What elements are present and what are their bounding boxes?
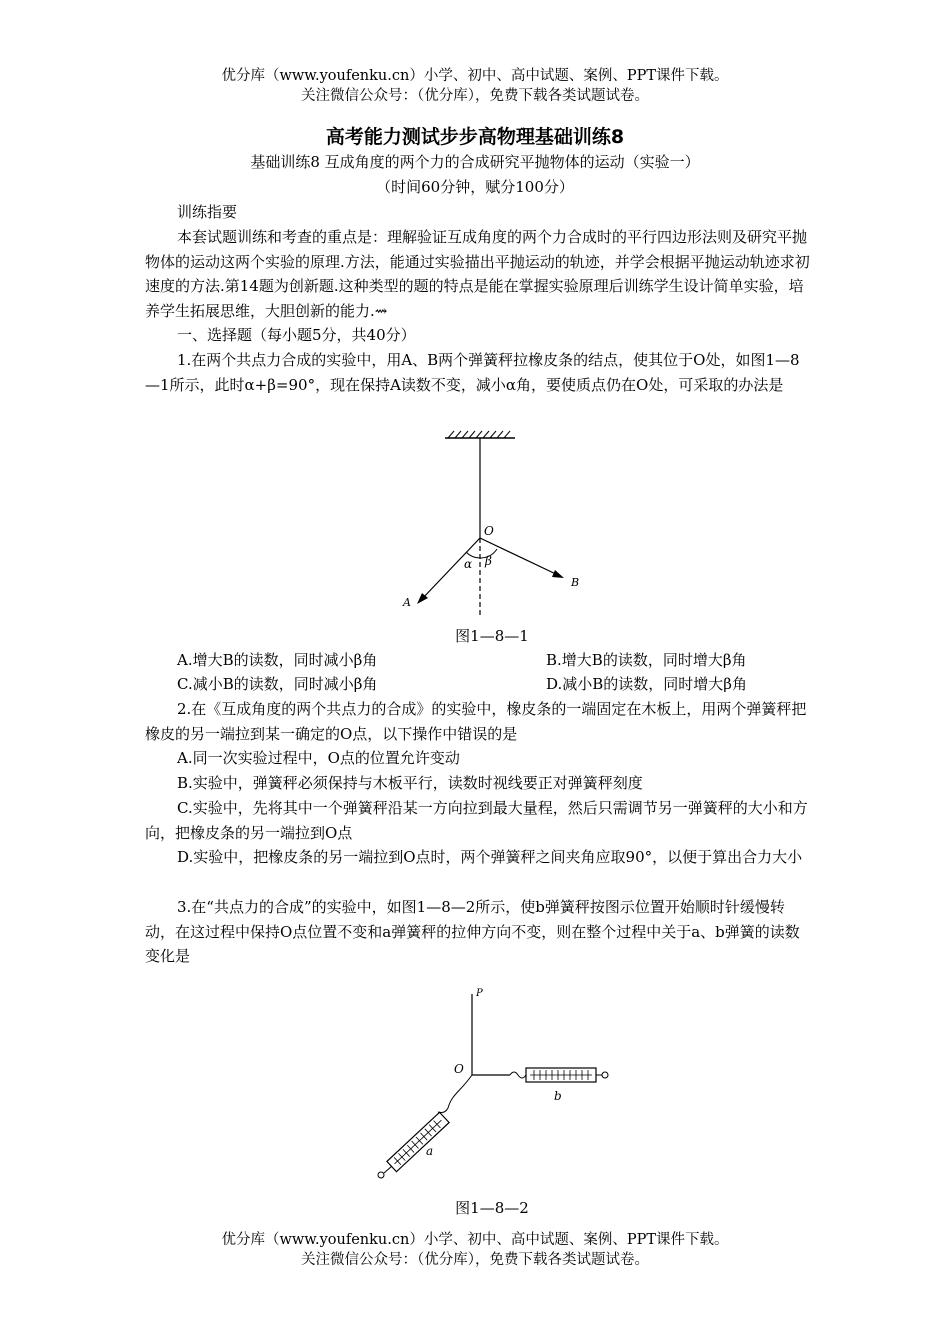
- figure-2-caption: 图1—8—2: [455, 1199, 529, 1217]
- question-3-text: 3.在“共点力的合成”的实验中，如图1—8—2所示，使b弹簧秤按图示位置开始顺时针缓慢转动，在这过程中保持O点位置不变和a弹簧秤的拉伸方向不变，则在整个过程中关于a、b弹簧的读数变化是: [145, 898, 800, 965]
- header-line-1: 优分库（www.youfenku.cn）小学、初中、高中试题、案例、PPT课件下载。: [221, 68, 729, 84]
- guide-heading: 训练指要: [177, 203, 238, 221]
- q2-option-c: C.实验中，先将其中一个弹簧秤沿某一方向拉到最大量程，然后只需调节另一弹簧秤的大小和方向，把橡皮条的另一端拉到O点: [145, 799, 808, 842]
- figure-1-label-o: O: [484, 524, 494, 538]
- section-heading: 一、选择题（每小题5分，共40分）: [177, 326, 416, 344]
- subtitle: 基础训练8 互成角度的两个力的合成研究平抛物体的运动（实验一）: [250, 153, 700, 171]
- figure-1-8-2: [360, 982, 620, 1182]
- q1-option-a: A.增大B的读数，同时减小β角: [177, 651, 378, 669]
- guide-text-block: [145, 225, 810, 323]
- footer-line-2: 关注微信公众号：（优分库），免费下载各类试题试卷。: [301, 1252, 649, 1268]
- question-2-text: 2.在《互成角度的两个共点力的合成》的实验中，橡皮条的一端固定在木板上，用两个弹簧秤把橡皮的另一端拉到某一确定的O点，以下操作中错误的是: [145, 700, 807, 743]
- figure-1-8-1: [390, 430, 610, 620]
- figure-2-label-p: P: [476, 988, 483, 999]
- q2-option-a: A.同一次实验过程中，O点的位置允许变动: [177, 749, 460, 767]
- figure-2-label-a: a: [426, 1144, 434, 1158]
- figure-1-label-alpha: α: [464, 557, 473, 571]
- q2-option-b: B.实验中，弹簧秤必须保持与木板平行，读数时视线要正对弹簧秤刻度: [177, 774, 643, 792]
- figure-1-label-b: B: [571, 576, 580, 589]
- guide-text: 本套试题训练和考查的重点是：理解验证互成角度的两个力合成时的平行四边形法则及研究平抛物体的运动这两个实验的原理.方法，能通过实验描出平抛运动的轨迹，并学会根据平抛运动轨迹求初速度的方法.第14题为创新题.这种类型的题的特点是能在掌握实验原理后训练学生设计简单实验，培养学生拓展思维，大胆创新的能力.: [145, 228, 810, 320]
- q1-option-c: C.减小B的读数，同时减小β角: [177, 675, 378, 693]
- time-info: （时间60分钟，赋分100分）: [376, 178, 574, 196]
- q2-option-d: D.实验中，把橡皮条的另一端拉到O点时，两个弹簧秤之间夹角应取90°，以便于算出合力大小: [177, 848, 803, 866]
- figure-2-label-b: b: [554, 1089, 562, 1103]
- figure-1-caption: 图1—8—1: [455, 627, 529, 645]
- figure-2-label-o: O: [454, 1062, 464, 1076]
- header-line-2: 关注微信公众号：（优分库），免费下载各类试题试卷。: [301, 88, 649, 104]
- figure-1-label-a: A: [403, 596, 411, 609]
- question-1-text: 1.在两个共点力合成的实验中，用A、B两个弹簧秤拉橡皮条的结点，使其位于O处，如图1—8—1所示，此时α+β=90°，现在保持A读数不变，减小α角，要使质点仍在O处，可采取的办法是: [145, 351, 800, 394]
- q1-option-d: D.减小B的读数，同时增大β角: [546, 675, 747, 693]
- q1-option-b: B.增大B的读数，同时增大β角: [546, 651, 747, 669]
- footer-line-1: 优分库（www.youfenku.cn）小学、初中、高中试题、案例、PPT课件下载。: [221, 1232, 729, 1248]
- figure-1-label-beta: β: [485, 554, 492, 568]
- page-title: 高考能力测试步步高物理基础训练8: [325, 126, 625, 148]
- decorative-mark-icon: ⇝: [374, 301, 388, 320]
